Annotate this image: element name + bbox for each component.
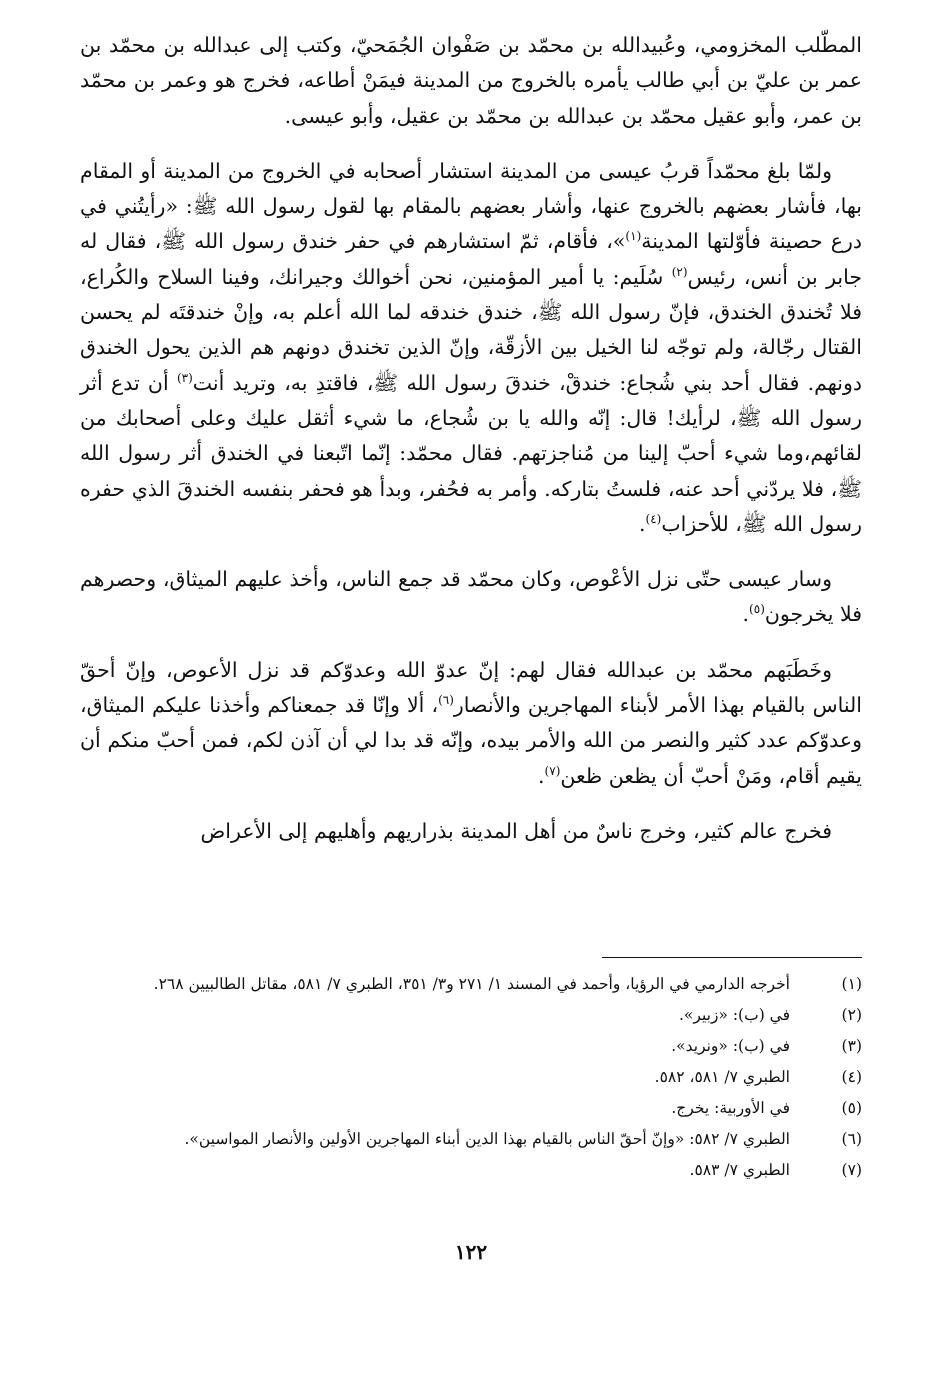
footnote-item: [80, 1003, 862, 1027]
footnote-text: في الأوربية: يخرج.: [671, 1099, 790, 1117]
footnote-text: الطبري ٧/ ٥٨١، ٥٨٢.: [654, 1068, 790, 1086]
footnote-item: [80, 1127, 862, 1151]
paragraph-text: أن تدع أثر رسول الله ﷺ، لرأيك! قال: إنّه والله يا بن شُجاع، ما شيء أثقل عليك وعلى أصحابك من لقائهم،وما شيء أحبّ إلينا من مُناجزتهم. فقال محمّد: إنّما اتّبعنا في الخندق أثر رسول الله ﷺ، فلا يردّني أحد عنه، فلستُ بتاركه. وأمر به فحُفر، وبدأ هو فحفر بنفسه الخندقَ الذي حفره رسول الله ﷺ، للأحزاب: [80, 370, 862, 536]
footnote-item: [80, 972, 862, 996]
footnote-ref-4[interactable]: (٤): [645, 512, 662, 527]
paragraph-text: المطّلب المخزومي، وعُبيدالله بن محمّد بن صَفْوان الجُمَحيّ، وكتب إلى عبدالله بن محمّد بن عمر بن عليّ بن أبي طالب يأمره بالخروج من المدينة فيمَنْ أطاعه، فخرج هو وعمر بن محمّد بن عمر، وأبو عقيل محمّد بن عبدالله بن محمّد بن عقيل، وأبو عيسى.: [80, 33, 862, 128]
footnote-number: (٤): [841, 1068, 862, 1086]
paragraph-text: سُلَيم: يا أمير المؤمنين، نحن أخوالك وجيرانك، وفينا السلاح والكُراع، فلا تُخندق الخندق، فإنّ رسول الله ﷺ، خندق خندقه لما الله أعلم به، وإنْ خندقتَه لم يحسن القتال رجّالة، ولم توجّه لنا الخيل بين الأزقّة، وإنّ الذين تخندق دونهم هم الذين يحول الخندق دونهم. فقال أحد بني شُجاع: خندقْ، خندقَ رسول الله ﷺ، فاقتدِ به، وتريد أنت: [80, 264, 862, 395]
footnote-ref-3[interactable]: (٣): [176, 370, 193, 385]
footnote-ref-1[interactable]: (١): [625, 229, 642, 244]
paragraph-3: [80, 562, 862, 633]
paragraph-text: .: [742, 602, 750, 627]
footnote-ref-2[interactable]: (٢): [671, 264, 688, 279]
footnote-item: [80, 1158, 862, 1182]
paragraph-text: فخرج عالم كثير، وخرج ناسٌ من أهل المدينة بذراريهم وأهليهم إلى الأعراض: [200, 818, 832, 843]
footnote-ref-6[interactable]: (٦): [438, 693, 454, 708]
footnote-text: الطبري ٧/ ٥٨٣.: [689, 1161, 790, 1179]
footnote-text: في (ب): «زبير».: [678, 1006, 790, 1024]
footnote-ref-7[interactable]: (٧): [544, 763, 561, 778]
footnote-number: (١): [841, 975, 862, 993]
paragraph-text: وخَطَبَهم محمّد بن عبدالله فقال لهم: إنّ عدوّ الله وعدوّكم قد نزل الأعوص، وإنّ أحقّ الناس بالقيام بهذا الأمر لأبناء المهاجرين والأنصار: [80, 657, 862, 718]
paragraph-text: وسار عيسى حتّى نزل الأعْوص، وكان محمّد قد جمع الناس، وأخذ عليهم الميثاق، وحصرهم فلا يخرجون: [80, 567, 862, 627]
paragraph-text: .: [638, 511, 646, 536]
paragraph-text: ، ألا وإنّا قد جمعناكم وأخذنا عليكم الميثاق، وعدوّكم عدد كثير والنصر من الله والأمر بيده، وإنّه قد بدا لي أن آذن لكم، فمن أحبّ منكم أن يقيم أقام، ومَنْ أحبّ أن يظعن ظعن: [80, 693, 862, 788]
footnote-number: (٥): [841, 1099, 862, 1117]
paragraph-text: ولمّا بلغ محمّداً قربُ عيسى من المدينة استشار أصحابه في الخروج من المدينة أو المقام بها، فأشار بعضهم بالخروج عنها، وأشار بعضهم بالمقام بها لقول رسول الله ﷺ: «رأيتُني في درع حصينة فأوّلتها المدينة: [80, 158, 862, 254]
footnote-text: في (ب): «ونريد».: [671, 1037, 790, 1055]
footnote-item: [80, 1096, 862, 1120]
footnote-number: (٢): [841, 1006, 862, 1024]
footnote-ref-5[interactable]: (٥): [749, 602, 765, 617]
page-number: ١٢٢: [454, 1240, 488, 1264]
paragraph-text: .: [538, 763, 545, 788]
footnote-text: الطبري ٧/ ٥٨٢: «وإنّ أحقّ الناس بالقيام بهذا الدين أبناء المهاجرين الأولين والأنصار المواسين».: [184, 1130, 790, 1148]
footnote-item: [80, 1065, 862, 1089]
footnote-number: (٣): [841, 1037, 862, 1055]
footnote-number: (٦): [841, 1130, 862, 1148]
paragraph-text: »، فأقام، ثمّ استشارهم في حفر خندق رسول الله ﷺ، فقال له جابر بن أنس، رئيس: [80, 229, 862, 289]
footnote-text: أخرجه الدارمي في الرؤيا، وأحمد في المسند ١/ ٢٧١ و٣/ ٣٥١، الطبري ٧/ ٥٨١، مقاتل الطالبيين ٢٦٨.: [153, 975, 790, 993]
main-text: [80, 28, 862, 869]
footnote-divider: [602, 957, 862, 958]
footnotes: [80, 972, 862, 1189]
paragraph-1: [80, 28, 862, 134]
footnote-item: [80, 1034, 862, 1058]
footnote-number: (٧): [841, 1161, 862, 1179]
paragraph-2: [80, 154, 862, 542]
paragraph-5: [80, 814, 862, 849]
paragraph-4: [80, 653, 862, 794]
